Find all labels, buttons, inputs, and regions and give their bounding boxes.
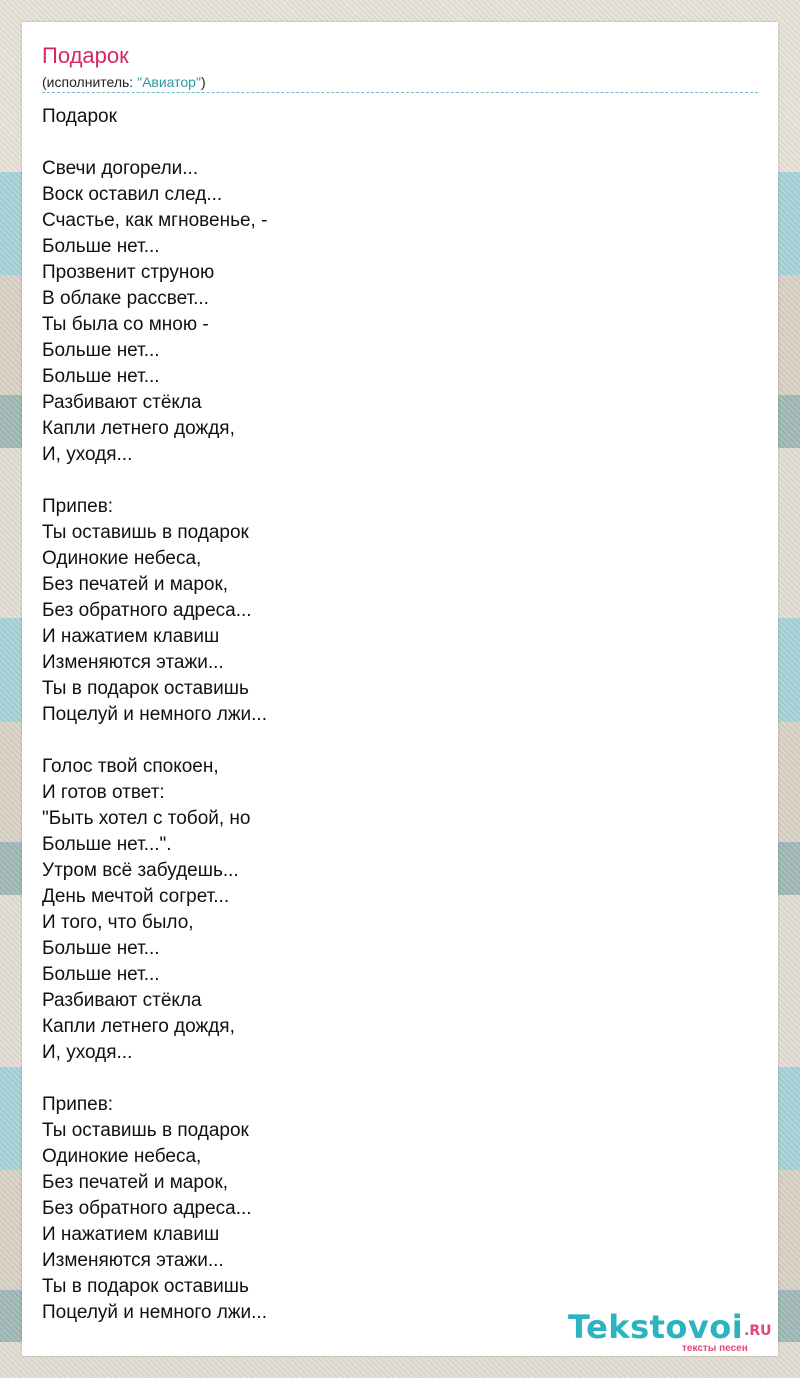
- lyrics-line: Изменяются этажи...: [42, 1250, 224, 1271]
- logo-tld: .RU: [744, 1323, 772, 1339]
- lyrics-blank-line: [42, 130, 267, 156]
- lyrics-line: Разбивают стёкла: [42, 990, 202, 1011]
- lyrics-line: Изменяются этажи...: [42, 652, 224, 673]
- lyrics-line: Ты в подарок оставишь: [42, 678, 249, 699]
- lyrics-line: Без печатей и марок,: [42, 574, 229, 595]
- logo-name: Tekstovoi: [568, 1308, 744, 1346]
- tekstovoi-logo[interactable]: [568, 1310, 778, 1354]
- lyrics-card: [22, 22, 778, 1356]
- lyrics-line: Подарок: [42, 106, 117, 127]
- lyrics-line: И нажатием клавиш: [42, 626, 220, 647]
- lyrics-line: Голос твой спокоен,: [42, 756, 219, 777]
- lyrics-blank-line: [42, 1066, 267, 1092]
- lyrics-line: Без обратного адреса...: [42, 1198, 252, 1219]
- lyrics-blank-line: [42, 468, 267, 494]
- lyrics-line: Больше нет...".: [42, 834, 172, 855]
- lyrics-line: Ты оставишь в подарок: [42, 1120, 249, 1141]
- lyrics-line: Утром всё забудешь...: [42, 860, 239, 881]
- lyrics-line: Поцелуй и немного лжи...: [42, 704, 267, 725]
- lyrics-line: И, уходя...: [42, 444, 133, 465]
- lyrics-line: И того, что было,: [42, 912, 194, 933]
- lyrics-line: Ты была со мною -: [42, 314, 209, 335]
- lyrics-line: Счастье, как мгновенье, -: [42, 210, 268, 231]
- lyrics-line: Поцелуй и немного лжи...: [42, 1302, 267, 1323]
- song-title: Подарок: [42, 43, 129, 68]
- lyrics-line: И готов ответ:: [42, 782, 165, 803]
- logo-tagline: тексты песен: [682, 1343, 748, 1354]
- lyrics-line: Припев:: [42, 496, 114, 517]
- lyrics-line: Ты в подарок оставишь: [42, 1276, 249, 1297]
- lyrics-line: Больше нет...: [42, 366, 160, 387]
- lyrics-line: И нажатием клавиш: [42, 1224, 220, 1245]
- lyrics-text: [42, 104, 267, 1326]
- lyrics-line: Без обратного адреса...: [42, 600, 252, 621]
- lyrics-line: Ты оставишь в подарок: [42, 522, 249, 543]
- lyrics-line: Прозвенит струною: [42, 262, 215, 283]
- lyrics-line: Припев:: [42, 1094, 114, 1115]
- title-divider: [42, 92, 758, 93]
- lyrics-line: Воск оставил след...: [42, 184, 223, 205]
- lyrics-line: Разбивают стёкла: [42, 392, 202, 413]
- lyrics-line: Капли летнего дождя,: [42, 418, 235, 439]
- artist-line: [42, 73, 206, 91]
- artist-link[interactable]: "Авиатор": [137, 74, 201, 90]
- lyrics-line: День мечтой согрет...: [42, 886, 230, 907]
- lyrics-line: "Быть хотел с тобой, но: [42, 808, 251, 829]
- lyrics-line: Больше нет...: [42, 236, 160, 257]
- lyrics-line: Больше нет...: [42, 964, 160, 985]
- artist-prefix: (исполнитель:: [42, 74, 138, 90]
- artist-suffix: ): [200, 74, 206, 90]
- lyrics-line: Свечи догорели...: [42, 158, 199, 179]
- lyrics-line: И, уходя...: [42, 1042, 133, 1063]
- lyrics-line: Одинокие небеса,: [42, 1146, 202, 1167]
- lyrics-line: Больше нет...: [42, 938, 160, 959]
- lyrics-line: В облаке рассвет...: [42, 288, 209, 309]
- lyrics-line: Капли летнего дождя,: [42, 1016, 235, 1037]
- lyrics-line: Больше нет...: [42, 340, 160, 361]
- lyrics-line: Одинокие небеса,: [42, 548, 202, 569]
- lyrics-line: Без печатей и марок,: [42, 1172, 229, 1193]
- lyrics-blank-line: [42, 728, 267, 754]
